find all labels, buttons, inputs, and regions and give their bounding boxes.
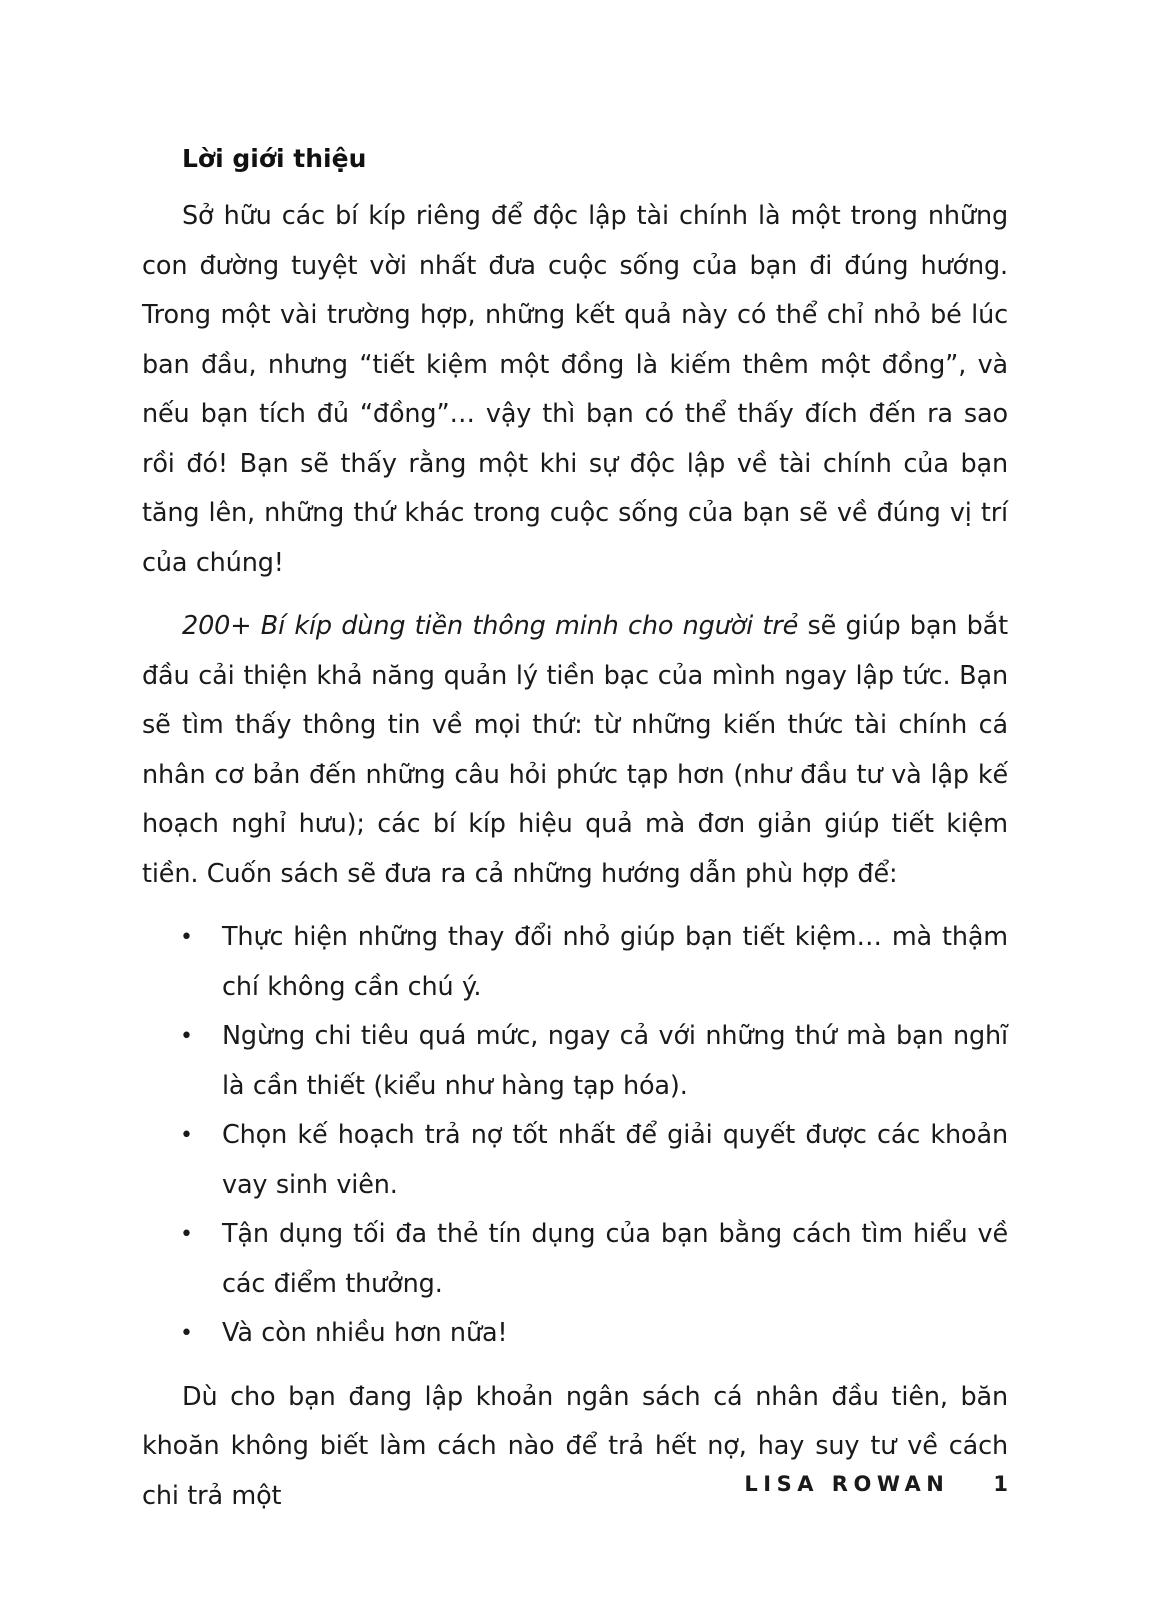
list-item xyxy=(142,1012,1008,1111)
book-title-italic: 200+ Bí kíp dùng tiền thông minh cho người trẻ xyxy=(182,611,799,641)
list-item xyxy=(142,913,1008,1012)
list-item-text: Tận dụng tối đa thẻ tín dụng của bạn bằng cách tìm hiểu về các điểm thưởng. xyxy=(222,1219,1008,1299)
list-item xyxy=(142,1111,1008,1210)
bullet-icon: • xyxy=(180,1024,193,1049)
bullet-icon: • xyxy=(180,925,193,950)
list-item xyxy=(142,1309,1008,1359)
page-number: 1 xyxy=(993,1472,1008,1496)
intro-paragraph-1: Sở hữu các bí kíp riêng để độc lập tài chính là một trong những con đường tuyệt vời nhất đưa cuộc sống của bạn đi đúng hướng. Trong một vài trường hợp, những kết quả này có thể chỉ nhỏ bé lúc ban đầu, nhưng “tiết kiệm một đồng là kiếm thêm một đồng”, và nếu bạn tích đủ “đồng”… vậy thì bạn có thể thấy đích đến ra sao rồi đó! Bạn sẽ thấy rằng một khi sự độc lập về tài chính của bạn tăng lên, những thứ khác trong cuộc sống của bạn sẽ về đúng vị trí của chúng! xyxy=(142,201,1008,578)
page-content xyxy=(142,140,1008,1535)
list-item xyxy=(142,1210,1008,1309)
running-footer-author: LISA ROWAN xyxy=(744,1472,950,1496)
list-item-text: Chọn kế hoạch trả nợ tốt nhất để giải quyết được các khoản vay sinh viên. xyxy=(222,1120,1008,1200)
list-item-text: Và còn nhiều hơn nữa! xyxy=(222,1318,508,1348)
intro-paragraph-2-text: sẽ giúp bạn bắt đầu cải thiện khả năng quản lý tiền bạc của mình ngay lập tức. Bạn sẽ tìm thấy thông tin về mọi thứ: từ những kiến thức tài chính cá nhân cơ bản đến những câu hỏi phức tạp hơn (như đầu tư và lập kế hoạch nghỉ hưu); các bí kíp hiệu quả mà đơn giản giúp tiết kiệm tiền. Cuốn sách sẽ đưa ra cả những hướng dẫn phù hợp để: xyxy=(142,611,1009,889)
page-title: Lời giới thiệu xyxy=(182,144,367,173)
intro-paragraph-2 xyxy=(142,602,1008,899)
list-item-text: Ngừng chi tiêu quá mức, ngay cả với những thứ mà bạn nghĩ là cần thiết (kiểu như hàng tạp hóa). xyxy=(222,1021,1008,1101)
bullet-icon: • xyxy=(180,1222,193,1247)
intro-paragraph-3: Dù cho bạn đang lập khoản ngân sách cá nhân đầu tiên, băn khoăn không biết làm cách nào để trả hết nợ, hay suy tư về cách chi trả một xyxy=(142,1381,1008,1511)
bullet-list xyxy=(142,913,1008,1359)
list-item-text: Thực hiện những thay đổi nhỏ giúp bạn tiết kiệm… mà thậm chí không cần chú ý. xyxy=(222,922,1008,1002)
bullet-icon: • xyxy=(180,1321,193,1346)
bullet-icon: • xyxy=(180,1123,193,1148)
page-footer xyxy=(142,1470,1008,1498)
